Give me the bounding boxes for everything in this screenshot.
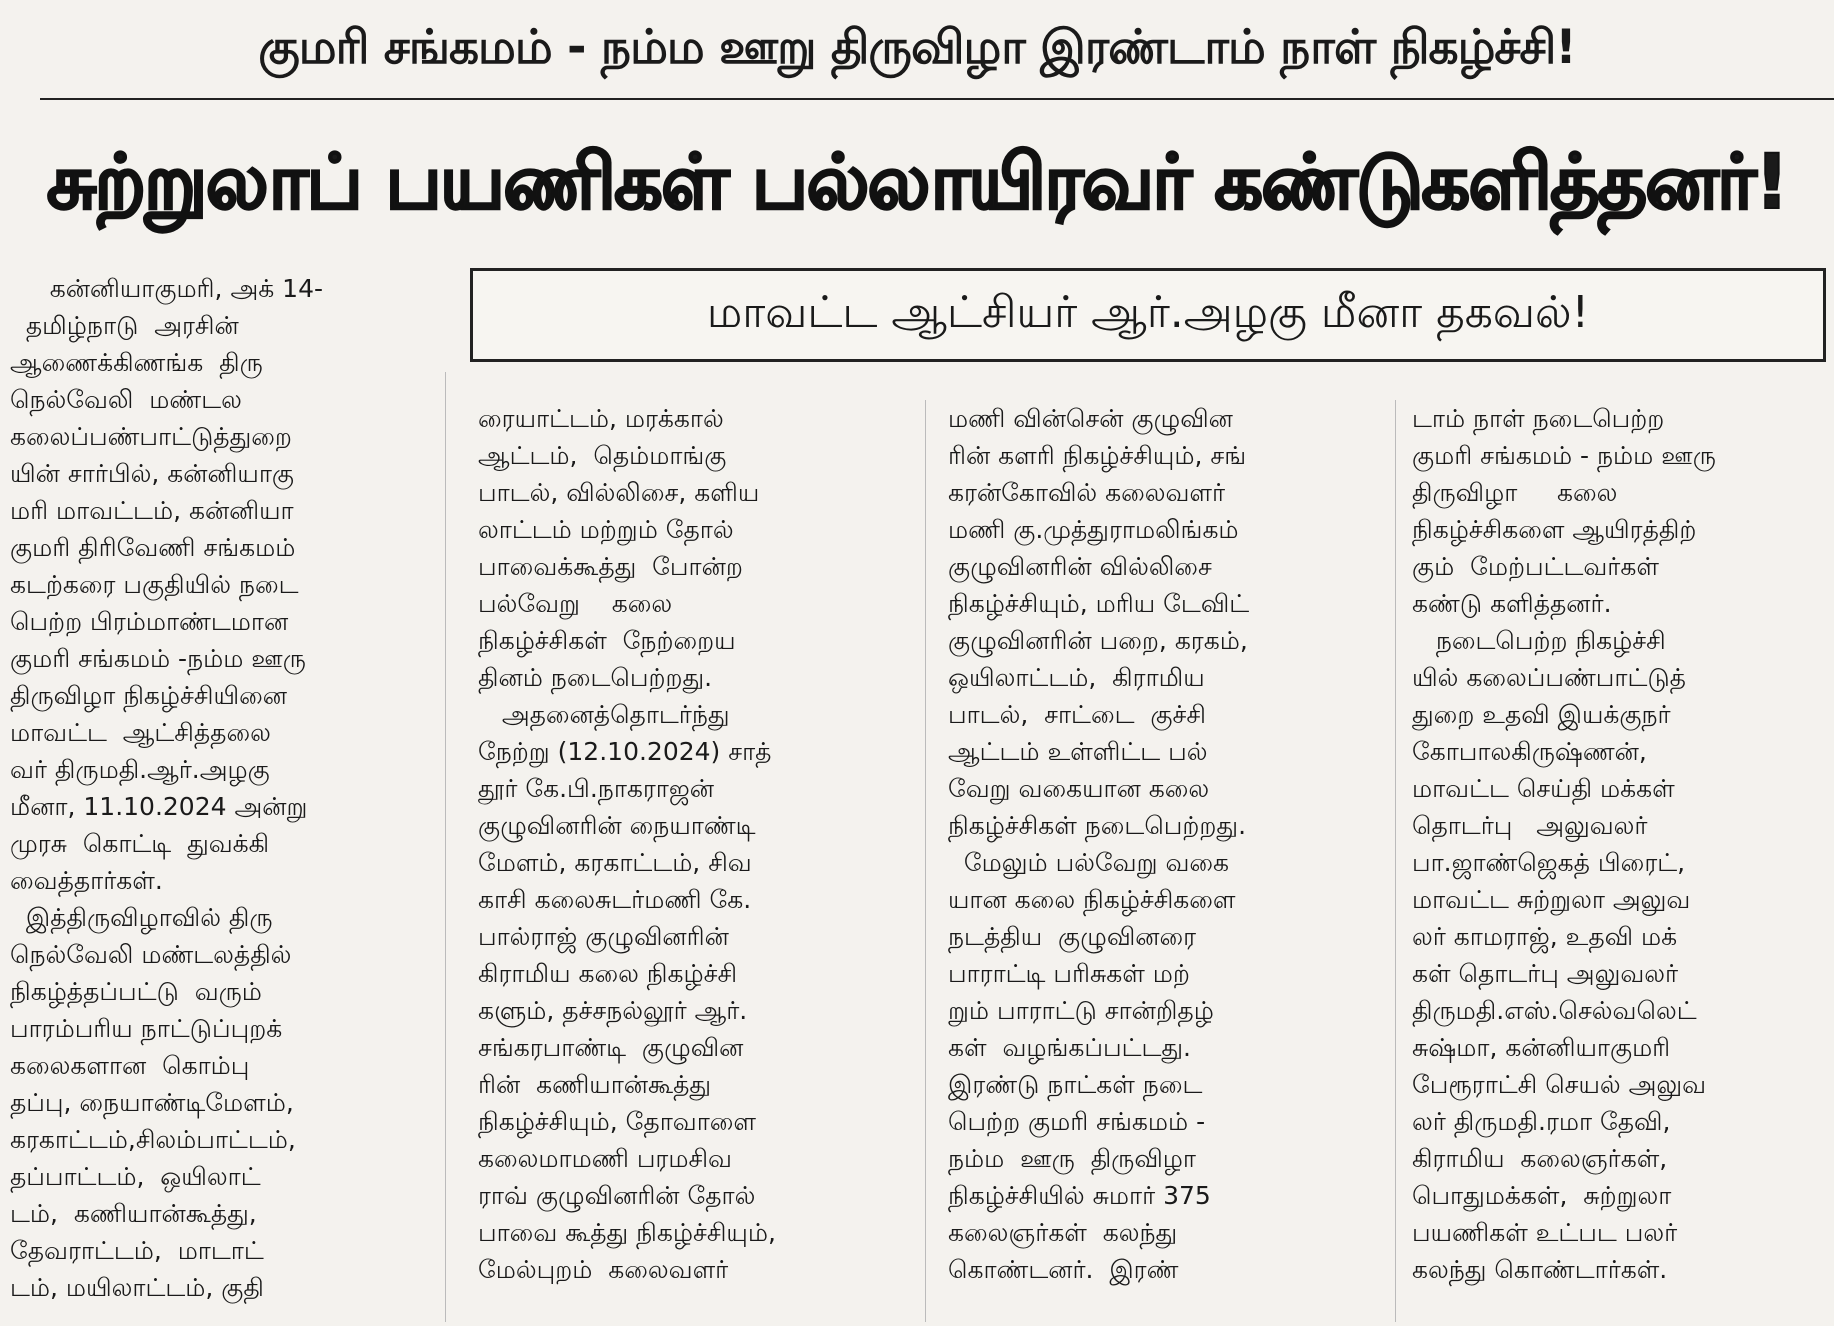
article-line: பாவை கூத்து நிகழ்ச்சியும், (478, 1218, 776, 1247)
article-line: பல்வேறு கலை (478, 589, 673, 618)
article-line: ஒயிலாட்டம், கிராமிய (948, 663, 1205, 692)
article-line: டம், மயிலாட்டம், குதி (10, 1273, 264, 1302)
article-line: கடற்கரை பகுதியில் நடை (10, 570, 299, 599)
article-column-1 (10, 270, 435, 1306)
article-line: மாவட்ட ஆட்சித்தலை (10, 718, 271, 747)
article-line: யான கலை நிகழ்ச்சிகளை (948, 885, 1236, 914)
article-column-4 (1412, 400, 1832, 1288)
article-line: குமரி திரிவேணி சங்கமம் (10, 533, 296, 562)
article-line: நிகழ்ச்சிகள் நேற்றைய (478, 626, 736, 655)
article-line: யின் சார்பில், கன்னியாகு (10, 459, 294, 488)
article-line: திருவிழா கலை (1412, 478, 1618, 507)
article-line: பாடல், சாட்டை குச்சி (948, 700, 1206, 729)
article-line: நெல்வேலி மண்டலத்தில் (10, 940, 292, 969)
article-line: குழுவினரின் நையாண்டி (478, 811, 756, 840)
article-line: தினம் நடைபெற்றது. (478, 663, 713, 692)
article-line: மாவட்ட சுற்றுலா அலுவ (1412, 885, 1691, 914)
article-line: கரன்கோவில் கலைவளர் (948, 478, 1226, 507)
heading-rule (40, 98, 1834, 100)
article-line: ராவ் குழுவினரின் தோல் (478, 1181, 756, 1210)
article-line: நடைபெற்ற நிகழ்ச்சி (1412, 626, 1666, 655)
article-line: பாவைக்கூத்து போன்ற (478, 552, 743, 581)
article-line: தப்பு, நையாண்டிமேளம், (10, 1088, 294, 1117)
article-line: குமரி சங்கமம் - நம்ம ஊரு (1412, 441, 1716, 470)
article-line: பொதுமக்கள், சுற்றுலா (1412, 1181, 1672, 1210)
article-line: கிராமிய கலை நிகழ்ச்சி (478, 959, 738, 988)
article-line: முரசு கொட்டி துவக்கி (10, 829, 270, 858)
article-line: வைத்தார்கள். (10, 866, 163, 895)
article-line: அதனைத்தொடர்ந்து (478, 700, 730, 729)
article-line: மணி வின்சென் குழுவின (948, 404, 1233, 433)
article-line: மேலும் பல்வேறு வகை (948, 848, 1230, 877)
column-divider (445, 372, 446, 1322)
article-line: கள் வழங்கப்பட்டது. (948, 1033, 1192, 1062)
article-line: நம்ம ஊரு திருவிழா (948, 1144, 1196, 1173)
column-divider (1395, 400, 1396, 1322)
article-line: இத்திருவிழாவில் திரு (10, 903, 273, 932)
article-line: தொடர்பு அலுவலர் (1412, 811, 1648, 840)
article-line: நிகழ்ச்சிகளை ஆயிரத்திற் (1412, 515, 1697, 544)
article-line: யில் கலைப்பண்பாட்டுத் (1412, 663, 1686, 692)
article-line: சங்கரபாண்டி குழுவின (478, 1033, 744, 1062)
article-line: நெல்வேலி மண்டல (10, 385, 242, 414)
article-line: திருவிழா நிகழ்ச்சியினை (10, 681, 288, 710)
article-line: தேவராட்டம், மாடாட் (10, 1236, 264, 1265)
article-line: பயணிகள் உட்பட பலர் (1412, 1218, 1678, 1247)
article-line: ரின் கணியான்கூத்து (478, 1070, 712, 1099)
article-line: ஆட்டம் உள்ளிட்ட பல் (948, 737, 1208, 766)
article-line: கலைப்பண்பாட்டுத்துறை (10, 422, 292, 451)
article-line: லர் திருமதி.ரமா தேவி, (1412, 1107, 1671, 1136)
article-line: வேறு வகையான கலை (948, 774, 1210, 803)
article-line: ரின் களரி நிகழ்ச்சியும், சங் (948, 441, 1247, 470)
article-line: களும், தச்சநல்லூர் ஆர். (478, 996, 748, 1025)
article-line: கும் மேற்பட்டவர்கள் (1412, 552, 1659, 581)
article-line: நிகழ்ச்சிகள் நடைபெற்றது. (948, 811, 1247, 840)
subheading-box: மாவட்ட ஆட்சியர் ஆர்.அழகு மீனா தகவல்! (470, 268, 1826, 362)
article-line: கலைகளான கொம்பு (10, 1051, 250, 1080)
article-line: மேல்புறம் கலைவளர் (478, 1255, 729, 1284)
article-line: பாராட்டி பரிசுகள் மற் (948, 959, 1190, 988)
article-line: துறை உதவி இயக்குநர் (1412, 700, 1671, 729)
article-column-2 (478, 400, 908, 1288)
article-line: தப்பாட்டம், ஒயிலாட் (10, 1162, 261, 1191)
article-line: கண்டு களித்தனர். (1412, 589, 1612, 618)
article-line: சுஷ்மா, கன்னியாகுமரி (1412, 1033, 1671, 1062)
article-line: டம், கணியான்கூத்து, (10, 1199, 257, 1228)
article-line: குழுவினரின் பறை, கரகம், (948, 626, 1248, 655)
article-line: இரண்டு நாட்கள் நடை (948, 1070, 1203, 1099)
article-line: பாரம்பரிய நாட்டுப்புறக் (10, 1014, 283, 1043)
article-line: கரகாட்டம்,சிலம்பாட்டம், (10, 1125, 296, 1154)
article-line: ஆணைக்கிணங்க திரு (10, 348, 263, 377)
kicker-heading: குமரி சங்கமம் - நம்ம ஊறு திருவிழா இரண்டாம் நாள் நிகழ்ச்சி! (258, 19, 1576, 75)
article-line: மாவட்ட செய்தி மக்கள் (1412, 774, 1675, 803)
article-line: பா.ஜாண்ஜெகத் பிரைட், (1412, 848, 1686, 877)
article-line: குழுவினரின் வில்லிசை (948, 552, 1212, 581)
article-line: லாட்டம் மற்றும் தோல் (478, 515, 734, 544)
article-line: டாம் நாள் நடைபெற்ற (1412, 404, 1665, 433)
article-line: பால்ராஜ் குழுவினரின் (478, 922, 729, 951)
article-line: மரி மாவட்டம், கன்னியா (10, 496, 294, 525)
article-line: திருமதி.எஸ்.செல்வலெட் (1412, 996, 1697, 1025)
article-line: மேளம், கரகாட்டம், சிவ (478, 848, 752, 877)
article-line: ரையாட்டம், மரக்கால் (478, 404, 724, 433)
article-line: ஆட்டம், தெம்மாங்கு (478, 441, 727, 470)
article-line: குமரி சங்கமம் -நம்ம ஊரு (10, 644, 306, 673)
article-line: பேரூராட்சி செயல் அலுவ (1412, 1070, 1707, 1099)
main-headline: சுற்றுலாப் பயணிகள் பல்லாயிரவர் கண்டுகளித்தனர்! (46, 137, 1788, 226)
article-line: நிகழ்ச்சியில் சுமார் 375 (948, 1181, 1211, 1210)
article-line: கலந்து கொண்டார்கள். (1412, 1255, 1668, 1284)
article-line: நிகழ்ச்சியும், மரிய டேவிட் (948, 589, 1250, 618)
article-line: கன்னியாகுமரி, அக் 14- (10, 274, 324, 303)
article-line: காசி கலைசுடர்மணி கே. (478, 885, 752, 914)
article-column-3 (948, 400, 1378, 1288)
article-line: தூர் கே.பி.நாகராஜன் (478, 774, 714, 803)
article-line: லர் காமராஜ், உதவி மக் (1412, 922, 1678, 951)
article-line: பாடல், வில்லிசை, களிய (478, 478, 760, 507)
article-line: கள் தொடர்பு அலுவலர் (1412, 959, 1679, 988)
article-line: பெற்ற குமரி சங்கமம் - (948, 1107, 1206, 1136)
article-line: வர் திருமதி.ஆர்.அழகு (10, 755, 270, 784)
article-line: நிகழ்த்தப்பட்டு வரும் (10, 977, 262, 1006)
article-line: பெற்ற பிரம்மாண்டமான (10, 607, 289, 636)
article-line: மீனா, 11.10.2024 அன்று (10, 792, 308, 821)
article-line: நிகழ்ச்சியும், தோவாளை (478, 1107, 756, 1136)
article-line: கலைமாமணி பரமசிவ (478, 1144, 732, 1173)
article-line: கொண்டனர். இரண் (948, 1255, 1179, 1284)
article-line: தமிழ்நாடு அரசின் (10, 311, 239, 340)
article-line: நேற்று (12.10.2024) சாத் (478, 737, 772, 766)
article-line: கிராமிய கலைஞர்கள், (1412, 1144, 1668, 1173)
article-line: கலைஞர்கள் கலந்து (948, 1218, 1178, 1247)
article-line: நடத்திய குழுவினரை (948, 922, 1197, 951)
article-line: கோபாலகிருஷ்ணன், (1412, 737, 1647, 766)
article-line: றும் பாராட்டு சான்றிதழ் (948, 996, 1214, 1025)
column-divider (925, 400, 926, 1322)
article-line: மணி கு.முத்துராமலிங்கம் (948, 515, 1239, 544)
